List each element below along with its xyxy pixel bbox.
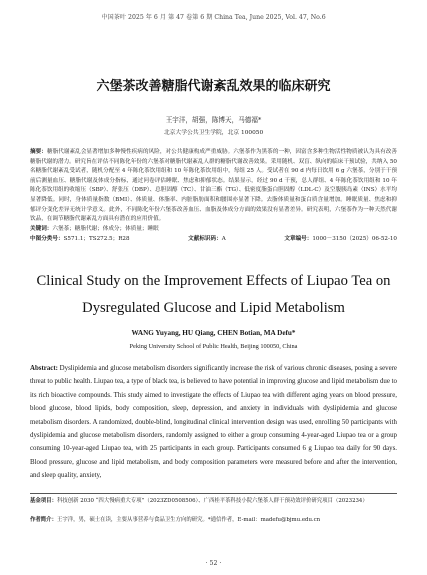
fund-note — [30, 497, 397, 506]
author-note — [30, 516, 397, 525]
chinese-abstract-text: 糖脂代谢紊乱会显著增加多种慢性疾病的风险，对公共健康构成严重威胁。六堡茶作为黑茶的一种，因富含多种生物活性物质被认为具有改善糖脂代谢的潜力。研究旨在评估不同陈化年份的六堡茶对糖脂代谢紊乱人群的糖脂代谢改善效果。采用随机、双盲、纵向的临床干预试验，共纳入 50 名糖脂代谢紊乱受试者，随机分配至 4 年陈化茶饮用组和 10 年陈化茶饮用组中，每组 25 人。受试者在 90 d 内每日饮用 6 g 六堡茶，分别于干预前后测量血压、糖脂代谢及体成分指标，通过问卷评估睡眠、焦虑和抑郁状态。结果显示，经过 90 d 干预，总人群组、4 年陈化茶饮用组和 10 年陈化茶饮用组的收缩压（SBP）、舒张压（DBP）、总胆固醇（TC）、甘油三酯（TG）、低密度脂蛋白胆固醇（LDL-C）及空腹胰岛素（INS）水平均显著降低。同时，身体质量指数（BMI）、体质量、体脂率、内脏脂肪面积和腰围亦显著下降。去脂体质量和蛋白质含量增加。睡眠质量、焦虑和抑郁评分变化差异无统计学意义。此外，不同陈化年份六堡茶改善血压、血脂及体成分方面的效果没有显著差异。研究表明，六堡茶作为一种天然代谢饮品，在调节糖脂代谢紊乱方面具有潜在的应用价值。 — [30, 149, 397, 223]
english-title-line-1: Clinical Study on the Improvement Effects of Liupao Tea on — [36, 273, 391, 289]
document-code-value: A — [221, 236, 226, 242]
english-abstract — [30, 362, 397, 490]
clc-number — [30, 235, 130, 244]
article-number — [284, 235, 397, 244]
fund-text: 科技创新 2030 “四大慢病重大专项”（2023ZD0508506）、广西桂平茶科技小院六堡茶人群干预功效评价研究项目（2023234） — [56, 498, 368, 504]
clc-value: S571.1；TS272.5；R28 — [63, 236, 130, 242]
article-number-value: 1000－3150（2025）06-52-10 — [312, 236, 397, 242]
chinese-keywords — [30, 225, 397, 234]
english-title — [0, 268, 427, 322]
footnote-divider — [30, 493, 397, 494]
page-number: · 52 · — [205, 560, 222, 567]
chinese-abstract — [30, 148, 397, 225]
author-note-label: 作者简介： — [30, 517, 57, 523]
english-title-line-2: Dysregulated Glucose and Lipid Metabolism — [82, 300, 345, 316]
author-note-text: 王宇洋，男，硕士在读，主要从事营养与食品卫生方向的研究。*通信作者，E-mail：madefu@bjmu.edu.cn — [56, 517, 321, 523]
running-head: 中国茶叶 2025 年 6 月 第 47 卷第 6 期 China Tea, June 2025, Vol. 47, No.6 — [101, 14, 326, 21]
english-affiliation: Peking University School of Public Health, Beijing 100050, China — [129, 343, 298, 350]
english-abstract-text: Dyslipidemia and glucose metabolism disorders significantly increase the risk of various chronic diseases, posing a severe threat to public health. Liupao tea, a type of black tea, is believed to have potential in improving glucose and lipid metabolism due to its rich bioactive compounds. This study aimed to investigate the effects of Liupao tea with different aging years on blood pressure, blood glucose, blood lipids, body composition, sleep, depression, and anxiety in individuals with dyslipidemia and glucose metabolism disorders. A randomized, double-blind, longitudinal clinical intervention design was used, enrolling 50 participants with dyslipidemia and glucose metabolism disorders, randomly assigned to either a group consuming 4-year-aged Liupao tea or a group consuming 10-year-aged Liupao tea, with 25 participants in each group. Participants consumed 6 g Liupao tea daily for 90 days. Blood pressure, glucose and lipid metabolism, and body composition parameters were measured before and after the intervention, and sleep quality, anxiety, — [30, 365, 397, 480]
english-authors: WANG Yuyang, HU Qiang, CHEN Botian, MA Defu* — [131, 329, 296, 337]
document-code — [188, 235, 226, 244]
fund-label: 基金项目： — [30, 498, 57, 504]
chinese-abstract-label: 摘要： — [30, 149, 47, 155]
chinese-authors: 王宇洋，胡强，陈博天，马德福* — [165, 116, 262, 124]
chinese-title: 六堡茶改善糖脂代谢紊乱效果的临床研究 — [96, 79, 331, 94]
chinese-affiliation: 北京大学公共卫生学院，北京 100050 — [163, 130, 264, 136]
chinese-keywords-label: 关键词： — [30, 226, 53, 232]
clc-label: 中图分类号： — [30, 236, 64, 242]
chinese-keywords-text: 六堡茶；糖脂代谢；体成分；体质量；睡眠 — [52, 226, 159, 232]
document-code-label: 文献标识码： — [188, 236, 222, 242]
article-number-label: 文章编号： — [284, 236, 313, 242]
classification-row — [30, 235, 397, 244]
english-abstract-label: Abstract: — [30, 365, 58, 372]
